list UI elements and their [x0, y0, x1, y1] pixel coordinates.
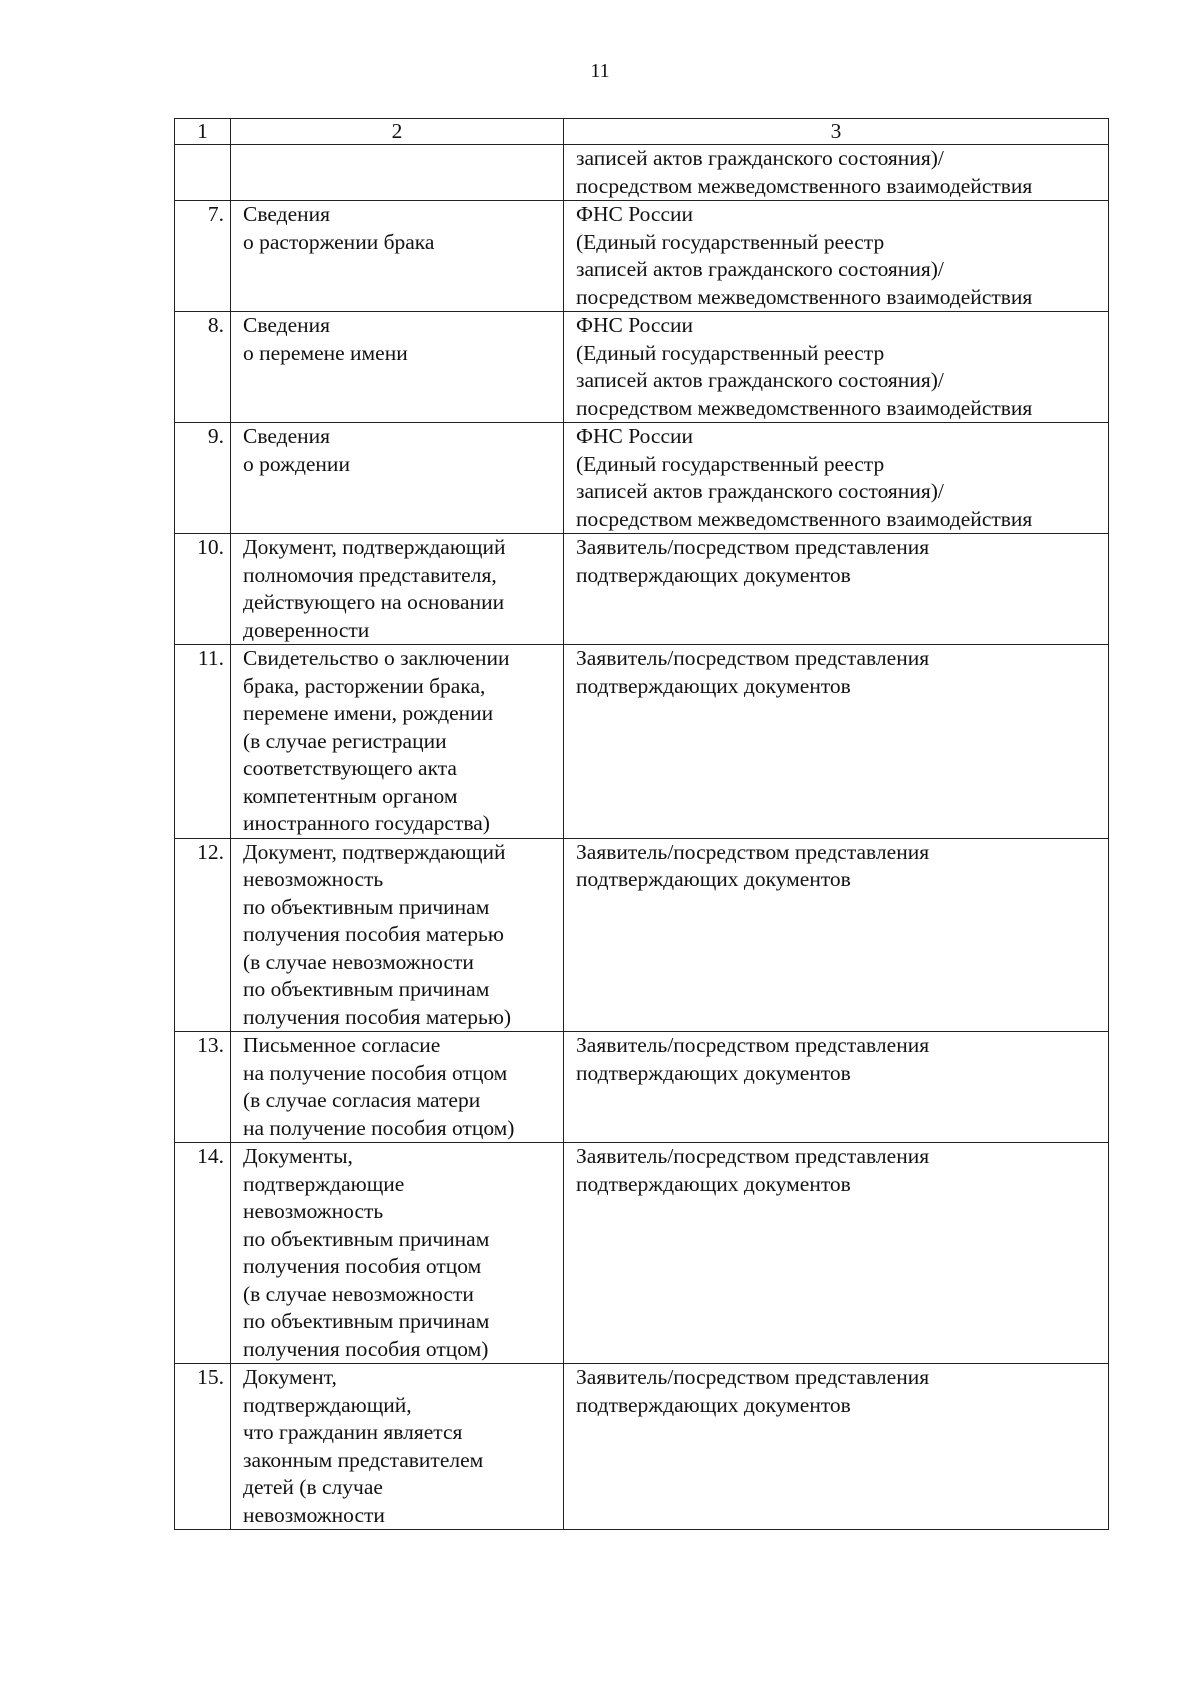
row-number — [175, 145, 231, 201]
table-row — [175, 645, 1109, 839]
document-name: Документ, подтверждающий полномочия представителя, действующего на основании доверенности — [231, 534, 564, 645]
table-row — [175, 423, 1109, 534]
document-name — [231, 145, 564, 201]
column-header-3: 3 — [564, 119, 1109, 145]
page-number: 11 — [590, 60, 610, 82]
document-source: записей актов гражданского состояния)/ посредством межведомственного взаимодействия — [564, 145, 1109, 201]
row-number: 8. — [175, 312, 231, 423]
table-row — [175, 312, 1109, 423]
table-row — [175, 1143, 1109, 1364]
document-name: Сведения о рождении — [231, 423, 564, 534]
column-header-1: 1 — [175, 119, 231, 145]
row-number: 13. — [175, 1032, 231, 1143]
column-header-2: 2 — [231, 119, 564, 145]
table-row — [175, 145, 1109, 201]
row-number: 9. — [175, 423, 231, 534]
table-row — [175, 1364, 1109, 1530]
document-name: Документ, подтверждающий, что гражданин является законным представителем детей (в случае невозможности — [231, 1364, 564, 1530]
document-source: Заявитель/посредством представления подтверждающих документов — [564, 1364, 1109, 1530]
table-row — [175, 534, 1109, 645]
row-number: 14. — [175, 1143, 231, 1364]
document-name: Сведения о перемене имени — [231, 312, 564, 423]
row-number: 10. — [175, 534, 231, 645]
table-row — [175, 838, 1109, 1032]
documents-table — [174, 118, 1109, 1530]
document-source: ФНС России (Единый государственный реестр записей актов гражданского состояния)/ посредством межведомственного взаимодействия — [564, 312, 1109, 423]
document-source: Заявитель/посредством представления подтверждающих документов — [564, 645, 1109, 839]
document-name: Письменное согласие на получение пособия отцом (в случае согласия матери на получение пособия отцом) — [231, 1032, 564, 1143]
table-row — [175, 1032, 1109, 1143]
document-source: Заявитель/посредством представления подтверждающих документов — [564, 838, 1109, 1032]
document-name: Сведения о расторжении брака — [231, 201, 564, 312]
table-header-row — [175, 119, 1109, 145]
row-number: 15. — [175, 1364, 231, 1530]
document-name: Свидетельство о заключении брака, расторжении брака, перемене имени, рождении (в случае регистрации соответствующего акта компетентным органом иностранного государства) — [231, 645, 564, 839]
table-row — [175, 201, 1109, 312]
document-name: Документы, подтверждающие невозможность по объективным причинам получения пособия отцом (в случае невозможности по объективным причинам получения пособия отцом) — [231, 1143, 564, 1364]
document-source: Заявитель/посредством представления подтверждающих документов — [564, 1143, 1109, 1364]
document-name: Документ, подтверждающий невозможность по объективным причинам получения пособия матерью (в случае невозможности по объективным причинам получения пособия матерью) — [231, 838, 564, 1032]
document-source: ФНС России (Единый государственный реестр записей актов гражданского состояния)/ посредством межведомственного взаимодействия — [564, 201, 1109, 312]
document-source: ФНС России (Единый государственный реестр записей актов гражданского состояния)/ посредством межведомственного взаимодействия — [564, 423, 1109, 534]
document-source: Заявитель/посредством представления подтверждающих документов — [564, 534, 1109, 645]
row-number: 12. — [175, 838, 231, 1032]
document-source: Заявитель/посредством представления подтверждающих документов — [564, 1032, 1109, 1143]
row-number: 7. — [175, 201, 231, 312]
row-number: 11. — [175, 645, 231, 839]
